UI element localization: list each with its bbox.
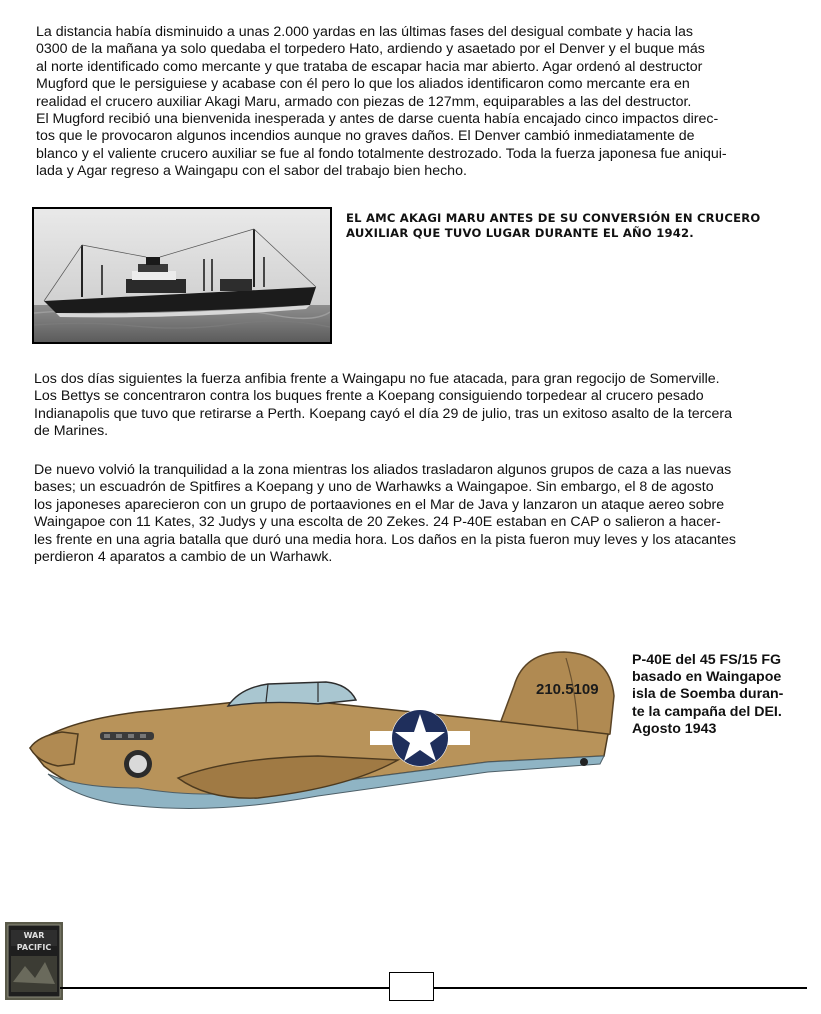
- photo-caption: [346, 211, 766, 242]
- text-line: 0300 de la mañana ya solo quedaba el torpedero Hato, ardiendo y asaetado por el Denver y el buque más: [36, 41, 705, 58]
- text-line: los japoneses aparecieron con un grupo de portaaviones en el Mar de Java y lanzaron un ataque aereo sobre: [34, 496, 725, 513]
- p40-aircraft-image: [18, 638, 618, 834]
- text-line: Mugford que le persiguiese y acabase con él pero lo que los aliados identificaron como mercante era en: [36, 76, 690, 93]
- text-line: La distancia había disminuido a unas 2.000 yardas en las últimas fases del desigual combate y hacia las: [36, 24, 693, 40]
- text-line: lada y Agar regreso a Waingapu con el sabor del trabajo bien hecho.: [36, 163, 467, 180]
- caption-line: te la campaña del DEI.: [632, 703, 782, 720]
- plane-serial: 210.5109: [536, 681, 599, 698]
- text-line: al norte identificado como mercante y que trataba de escapar hacia mar abierto. Agar ordenó al destructor: [36, 58, 703, 75]
- caption-line: AUXILIAR QUE TUVO LUGAR DURANTE EL AÑO 1942.: [346, 226, 694, 241]
- paragraph-3: [34, 462, 790, 566]
- text-line: blanco y el valiente crucero auxiliar se fue al fondo totalmente destrozado. Toda la fuerza japonesa fue aniqui-: [36, 145, 727, 162]
- paragraph-1: [36, 24, 792, 181]
- ship-photo: [32, 207, 332, 344]
- text-line: bases; un escuadrón de Spitfires a Koepang y uno de Warhawks a Waingapoe. Sin embargo, el 8 de agosto: [34, 479, 714, 496]
- text-line: perdieron 4 aparatos a cambio de un Warhawk.: [34, 549, 333, 566]
- caption-line: isla de Soemba duran-: [632, 686, 784, 703]
- page-number-box: [389, 972, 434, 1001]
- caption-line: EL AMC AKAGI MARU ANTES DE SU CONVERSIÓN EN CRUCERO: [346, 211, 761, 225]
- text-line: Los dos días siguientes la fuerza anfibia frente a Waingapu no fue atacada, para gran regocijo de Somerville.: [34, 371, 720, 387]
- war-in-the-pacific-dvd-logo: [5, 922, 63, 1000]
- caption-line: Agosto 1943: [632, 720, 717, 737]
- text-line: tos que le provocaron algunos incendios aunque no graves daños. El Denver cambió inmediatamente de: [36, 128, 695, 145]
- text-line: De nuevo volvió la tranquilidad a la zona mientras los aliados trasladaron algunos grupos de caza a las nuevas: [34, 462, 732, 478]
- caption-line: basado en Waingapoe: [632, 669, 782, 686]
- ship-photo-image: [34, 209, 330, 342]
- footer-rule-right: [433, 987, 807, 989]
- text-line: de Marines.: [34, 423, 109, 440]
- paragraph-2: [34, 371, 790, 441]
- dvd-title-line: WAR: [23, 931, 45, 940]
- text-line: les frente en una agria batalla que duró una media hora. Los daños en la pista fueron muy leves y los atacantes: [34, 531, 736, 548]
- p40-illustration: [18, 638, 618, 834]
- text-line: Waingapoe con 11 Kates, 32 Judys y una escolta de 20 Zekes. 24 P-40E estaban en CAP o salieron a hacer-: [34, 514, 721, 531]
- plane-caption: [632, 652, 812, 738]
- text-line: Los Bettys se concentraron contra los buques frente a Koepang consiguiendo torpedear al crucero pesado: [34, 388, 704, 405]
- caption-line: P-40E del 45 FS/15 FG: [632, 652, 782, 668]
- text-line: Indianapolis que tuvo que retirarse a Perth. Koepang cayó el día 29 de julio, tras un exitoso asalto de la tercera: [34, 405, 732, 422]
- text-line: El Mugford recibió una bienvenida inesperada y antes de darse cuenta había encajado cinco impactos direc-: [36, 111, 719, 128]
- footer-rule-left: [60, 987, 390, 989]
- dvd-title-line: PACIFIC: [16, 943, 52, 952]
- text-line: realidad el crucero auxiliar Akagi Maru, armado con piezas de 127mm, equiparables a las del destructor.: [36, 93, 692, 110]
